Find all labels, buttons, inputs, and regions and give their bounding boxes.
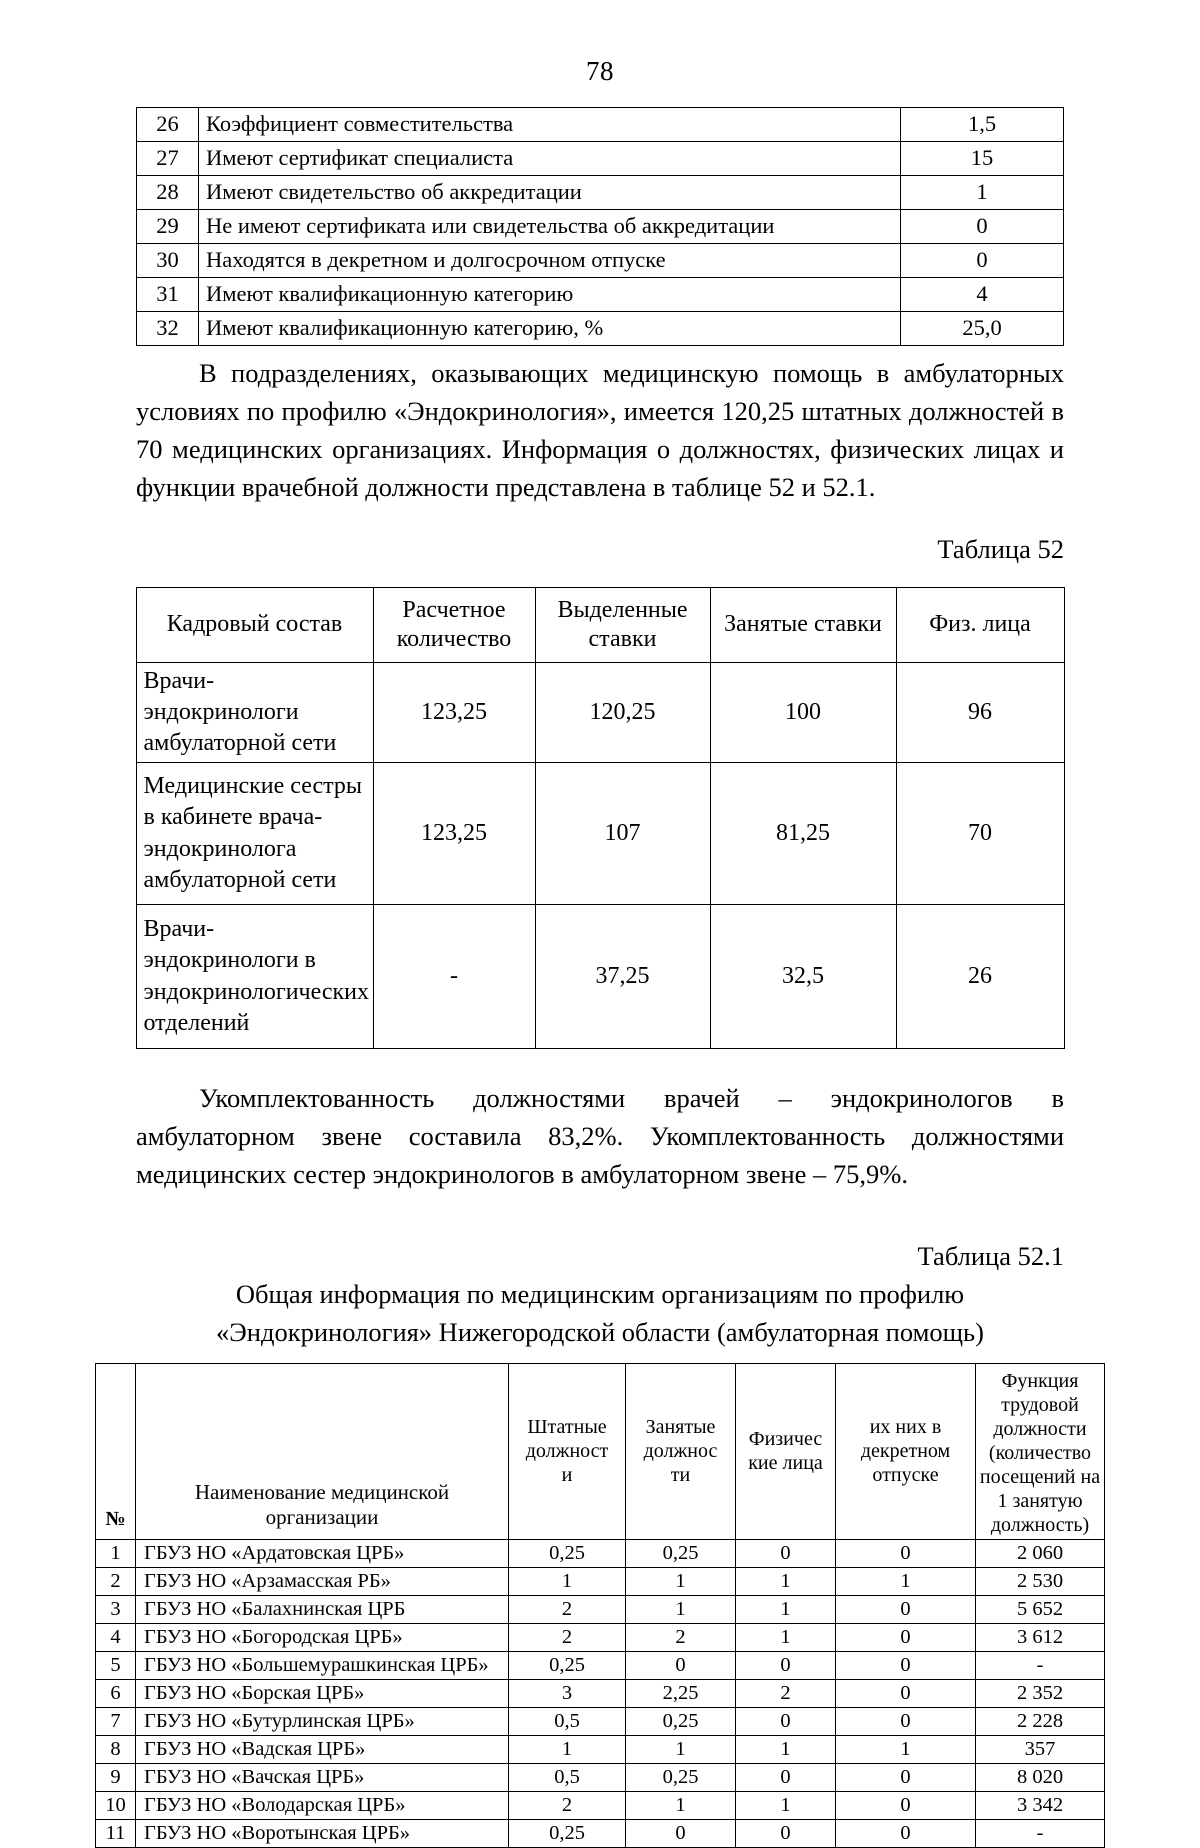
table-row xyxy=(137,244,1064,278)
cell-organization: ГБУЗ НО «Воротынская ЦРБ» xyxy=(136,1819,509,1847)
cell-organization: ГБУЗ НО «Борская ЦРБ» xyxy=(136,1679,509,1707)
table-52-1-body xyxy=(96,1539,1105,1847)
cell-persons: 70 xyxy=(896,763,1064,905)
table-row xyxy=(96,1819,1105,1847)
row-label: Имеют квалификационную категорию xyxy=(199,278,901,312)
header-line-3: отпуске xyxy=(872,1464,939,1487)
cell-number: 2 xyxy=(96,1567,136,1595)
cell-maternity-leave: 0 xyxy=(836,1679,976,1707)
cell-maternity-leave: 1 xyxy=(836,1735,976,1763)
row-number: 31 xyxy=(137,278,199,312)
header-line-2: декретном xyxy=(860,1440,951,1463)
cell-maternity-leave: 0 xyxy=(836,1707,976,1735)
cell-maternity-leave: 0 xyxy=(836,1623,976,1651)
cell-staff-positions: 1 xyxy=(509,1567,626,1595)
header-line-1: Занятые xyxy=(645,1416,716,1439)
table521-title-line1: Общая информация по медицинским организациям по профилю xyxy=(235,1278,965,1309)
cell-number: 5 xyxy=(96,1651,136,1679)
row-label: Врачи-эндокринологи амбулаторной сети xyxy=(136,662,373,763)
table-row xyxy=(137,278,1064,312)
cell-number: 11 xyxy=(96,1819,136,1847)
row-value: 25,0 xyxy=(901,312,1064,346)
table-row xyxy=(136,763,1064,905)
cell-allocated: 107 xyxy=(535,763,710,905)
cell-calculated: 123,25 xyxy=(373,763,535,905)
table-indicators-continued xyxy=(136,107,1064,346)
row-label: Имеют сертификат специалиста xyxy=(199,142,901,176)
cell-occupied: 32,5 xyxy=(710,905,896,1049)
table-row xyxy=(137,210,1064,244)
cell-physical-persons: 0 xyxy=(736,1707,836,1735)
cell-physical-persons: 1 xyxy=(736,1623,836,1651)
column-header-calculated-line2: количество xyxy=(396,625,512,652)
cell-position-function: 8 020 xyxy=(976,1763,1105,1791)
cell-staff-positions: 0,25 xyxy=(509,1819,626,1847)
cell-staff-positions: 2 xyxy=(509,1623,626,1651)
row-label: Коэффициент совместительства xyxy=(199,108,901,142)
row-number: 26 xyxy=(137,108,199,142)
cell-number: 1 xyxy=(96,1539,136,1567)
header-line-1: Физичес xyxy=(748,1428,823,1451)
cell-staff-positions: 2 xyxy=(509,1595,626,1623)
table521-caption: Таблица 52.1 xyxy=(917,1241,1064,1272)
cell-position-function: 2 530 xyxy=(976,1567,1105,1595)
cell-number: 8 xyxy=(96,1735,136,1763)
table-52-body xyxy=(136,662,1064,1049)
cell-persons: 96 xyxy=(896,662,1064,763)
cell-physical-persons: 1 xyxy=(736,1567,836,1595)
column-header-calculated-line1: Расчетное xyxy=(402,597,506,624)
cell-persons: 26 xyxy=(896,905,1064,1049)
table-row xyxy=(96,1763,1105,1791)
cell-staff-positions: 0,5 xyxy=(509,1763,626,1791)
cell-maternity-leave: 0 xyxy=(836,1819,976,1847)
cell-staff-positions: 2 xyxy=(509,1791,626,1819)
row-value: 4 xyxy=(901,278,1064,312)
cell-staff-positions: 0,25 xyxy=(509,1651,626,1679)
header-line-6: 1 занятую xyxy=(997,1489,1083,1512)
cell-number: 7 xyxy=(96,1707,136,1735)
table-row xyxy=(96,1539,1105,1567)
cell-occupied-positions: 2 xyxy=(626,1623,736,1651)
cell-occupied-positions: 0,25 xyxy=(626,1707,736,1735)
cell-number: 4 xyxy=(96,1623,136,1651)
table521-title-line2: «Эндокринология» Нижегородской области (амбулаторная помощь) xyxy=(216,1317,984,1348)
table-row xyxy=(96,1707,1105,1735)
cell-maternity-leave: 0 xyxy=(836,1791,976,1819)
table-row xyxy=(96,1567,1105,1595)
header-line-2: трудовой xyxy=(1001,1393,1079,1416)
header-line-2: должност xyxy=(525,1440,609,1463)
column-header-allocated xyxy=(535,587,710,662)
cell-position-function: 2 060 xyxy=(976,1539,1105,1567)
header-line-4: (количество xyxy=(988,1441,1092,1464)
cell-occupied: 81,25 xyxy=(710,763,896,905)
cell-occupied-positions: 2,25 xyxy=(626,1679,736,1707)
column-header-number: № xyxy=(96,1363,136,1539)
row-label: Имеют квалификационную категорию, % xyxy=(199,312,901,346)
column-header-physical-persons xyxy=(736,1363,836,1539)
row-value: 0 xyxy=(901,244,1064,278)
cell-physical-persons: 1 xyxy=(736,1595,836,1623)
cell-organization: ГБУЗ НО «Арзамасская РБ» xyxy=(136,1567,509,1595)
table-row xyxy=(136,905,1064,1049)
header-line-1: их них в xyxy=(869,1416,942,1439)
row-value: 0 xyxy=(901,210,1064,244)
row-number: 28 xyxy=(137,176,199,210)
cell-maternity-leave: 0 xyxy=(836,1539,976,1567)
header-line-1: Штатные xyxy=(527,1416,607,1439)
table-row xyxy=(137,176,1064,210)
table-52-staffing xyxy=(136,587,1065,1050)
cell-physical-persons: 2 xyxy=(736,1679,836,1707)
column-header-occupied: Занятые ставки xyxy=(710,587,896,662)
table52-caption: Таблица 52 xyxy=(937,534,1064,565)
cell-position-function: 2 228 xyxy=(976,1707,1105,1735)
cell-occupied-positions: 1 xyxy=(626,1595,736,1623)
cell-organization: ГБУЗ НО «Бутурлинская ЦРБ» xyxy=(136,1707,509,1735)
header-line-1: Функция xyxy=(1001,1369,1079,1392)
cell-number: 6 xyxy=(96,1679,136,1707)
cell-position-function: 2 352 xyxy=(976,1679,1105,1707)
table-52-head xyxy=(136,587,1064,662)
row-number: 27 xyxy=(137,142,199,176)
header-line-2: кие лица xyxy=(748,1452,823,1475)
table-row xyxy=(137,312,1064,346)
column-header-persons: Физ. лица xyxy=(896,587,1064,662)
cell-position-function: - xyxy=(976,1651,1105,1679)
cell-organization: ГБУЗ НО «Балахнинская ЦРБ xyxy=(136,1595,509,1623)
row-number: 30 xyxy=(137,244,199,278)
cell-occupied-positions: 1 xyxy=(626,1735,736,1763)
row-label: Имеют свидетельство об аккредитации xyxy=(199,176,901,210)
cell-organization: ГБУЗ НО «Богородская ЦРБ» xyxy=(136,1623,509,1651)
column-header-calculated xyxy=(373,587,535,662)
cell-physical-persons: 0 xyxy=(736,1763,836,1791)
column-header-allocated-line1: Выделенные xyxy=(557,597,688,624)
row-number: 32 xyxy=(137,312,199,346)
cell-maternity-leave: 0 xyxy=(836,1595,976,1623)
paragraph-intro: В подразделениях, оказывающих медицинскую помощь в амбулаторных условиях по профилю «Эндокринология», имеется 120,25 штатных должностей в 70 медицинских организациях. Информация о должностях, физических лицах и функции врачебной должности представлена в таблице 52 и 52.1. xyxy=(136,358,1064,503)
cell-occupied-positions: 0 xyxy=(626,1819,736,1847)
row-value: 15 xyxy=(901,142,1064,176)
paragraph-staffing-level: Укомплектованность должностями врачей – эндокринологов в амбулаторном звене составила 83,2%. Укомплектованность должностями медицинских сестер эндокринологов в амбулаторном звене – 75,9%. xyxy=(136,1083,1064,1190)
table-row xyxy=(136,662,1064,763)
page-number: 78 xyxy=(586,56,614,86)
row-value: 1 xyxy=(901,176,1064,210)
table-header-row xyxy=(96,1363,1105,1539)
cell-maternity-leave: 0 xyxy=(836,1651,976,1679)
table-header-row xyxy=(136,587,1064,662)
column-header-organization: Наименование медицинской организации xyxy=(136,1363,509,1539)
cell-position-function: 5 652 xyxy=(976,1595,1105,1623)
cell-staff-positions: 1 xyxy=(509,1735,626,1763)
cell-organization: ГБУЗ НО «Володарская ЦРБ» xyxy=(136,1791,509,1819)
cell-occupied-positions: 1 xyxy=(626,1567,736,1595)
table-indicators-body xyxy=(137,108,1064,346)
cell-organization: ГБУЗ НО «Вадская ЦРБ» xyxy=(136,1735,509,1763)
table-row xyxy=(137,108,1064,142)
column-header-allocated-line2: ставки xyxy=(588,625,657,652)
header-line-3: и xyxy=(561,1464,573,1487)
row-value: 1,5 xyxy=(901,108,1064,142)
cell-occupied-positions: 0 xyxy=(626,1651,736,1679)
cell-number: 10 xyxy=(96,1791,136,1819)
cell-allocated: 37,25 xyxy=(535,905,710,1049)
cell-organization: ГБУЗ НО «Ардатовская ЦРБ» xyxy=(136,1539,509,1567)
header-line-5: посещений на xyxy=(979,1465,1101,1488)
row-label: Находятся в декретном и долгосрочном отпуске xyxy=(199,244,901,278)
table-row xyxy=(96,1623,1105,1651)
table-52-1-organizations xyxy=(95,1363,1105,1848)
row-label: Не имеют сертификата или свидетельства об аккредитации xyxy=(199,210,901,244)
table-row xyxy=(96,1651,1105,1679)
cell-occupied-positions: 0,25 xyxy=(626,1539,736,1567)
table-52-1-head xyxy=(96,1363,1105,1539)
header-line-2: должнос xyxy=(643,1440,718,1463)
cell-calculated: 123,25 xyxy=(373,662,535,763)
cell-staff-positions: 0,25 xyxy=(509,1539,626,1567)
column-header-occupied-positions xyxy=(626,1363,736,1539)
cell-occupied-positions: 0,25 xyxy=(626,1763,736,1791)
cell-position-function: - xyxy=(976,1819,1105,1847)
cell-maternity-leave: 1 xyxy=(836,1567,976,1595)
table-row xyxy=(96,1735,1105,1763)
cell-occupied: 100 xyxy=(710,662,896,763)
cell-staff-positions: 0,5 xyxy=(509,1707,626,1735)
cell-organization: ГБУЗ НО «Большемурашкинская ЦРБ» xyxy=(136,1651,509,1679)
table-row xyxy=(96,1679,1105,1707)
column-header-staff-positions xyxy=(509,1363,626,1539)
row-label: Врачи-эндокринологи в эндокринологических отделений xyxy=(136,905,373,1049)
cell-physical-persons: 0 xyxy=(736,1819,836,1847)
cell-maternity-leave: 0 xyxy=(836,1763,976,1791)
cell-physical-persons: 0 xyxy=(736,1539,836,1567)
column-header-maternity-leave xyxy=(836,1363,976,1539)
cell-position-function: 3 612 xyxy=(976,1623,1105,1651)
row-number: 29 xyxy=(137,210,199,244)
cell-position-function: 3 342 xyxy=(976,1791,1105,1819)
cell-position-function: 357 xyxy=(976,1735,1105,1763)
header-line-3: ти xyxy=(670,1464,691,1487)
table-row xyxy=(96,1595,1105,1623)
cell-staff-positions: 3 xyxy=(509,1679,626,1707)
cell-occupied-positions: 1 xyxy=(626,1791,736,1819)
cell-calculated: - xyxy=(373,905,535,1049)
table-row xyxy=(137,142,1064,176)
row-label: Медицинские сестры в кабинете врача-эндокринолога амбулаторной сети xyxy=(136,763,373,905)
header-line-7: должность) xyxy=(990,1513,1090,1536)
cell-number: 3 xyxy=(96,1595,136,1623)
cell-organization: ГБУЗ НО «Вачская ЦРБ» xyxy=(136,1763,509,1791)
header-line-3: должности xyxy=(993,1417,1087,1440)
cell-allocated: 120,25 xyxy=(535,662,710,763)
cell-number: 9 xyxy=(96,1763,136,1791)
column-header-staff: Кадровый состав xyxy=(136,587,373,662)
cell-physical-persons: 1 xyxy=(736,1735,836,1763)
column-header-position-function xyxy=(976,1363,1105,1539)
cell-physical-persons: 0 xyxy=(736,1651,836,1679)
table-row xyxy=(96,1791,1105,1819)
cell-physical-persons: 1 xyxy=(736,1791,836,1819)
